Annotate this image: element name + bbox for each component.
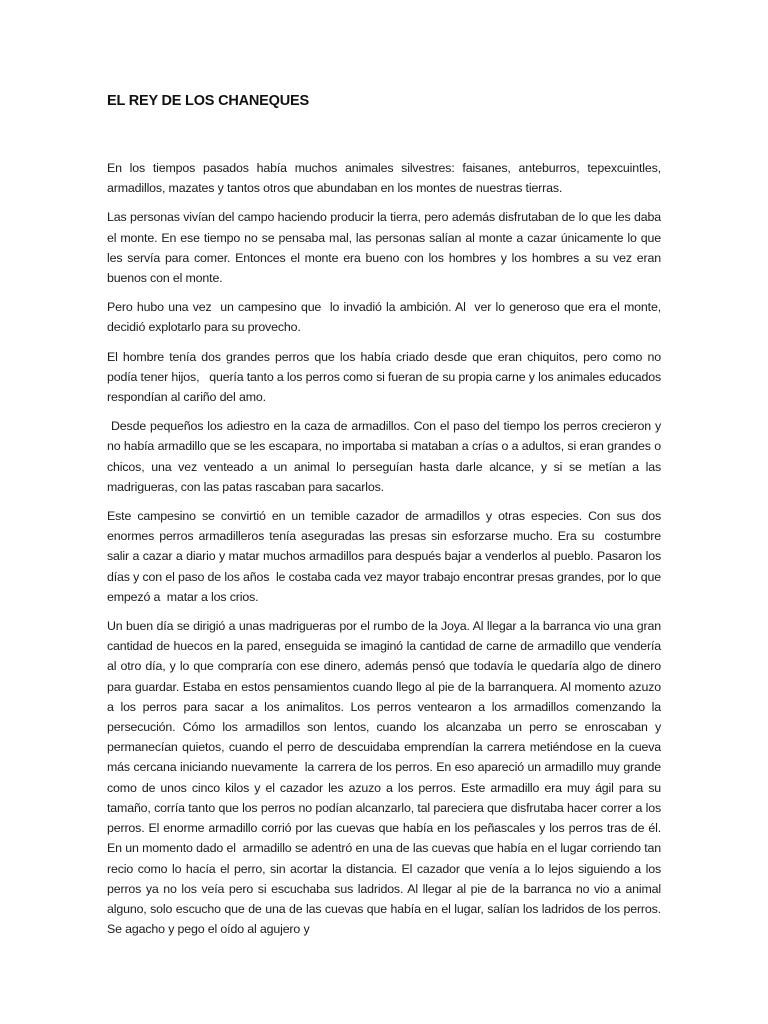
paragraph-4: El hombre tenía dos grandes perros que los había criado desde que eran chiquitos, pero como no podía tener hijos, quería tanto a los perros como si fueran de su propia carne y los animales educados respondían al cariño del amo. xyxy=(107,349,665,405)
paragraph-7: Un buen día se dirigió a unas madrigueras por el rumbo de la Joya. Al llegar a la barranca vio una gran cantidad de huecos en la pared, enseguida se imaginó la cantidad de carne de armadillo que vendería al otro día, y lo que compraría con ese dinero, además pensó que todavía le quedaría algo de dinero para guardar. Estaba en estos pensamientos cuando llego al pie de la barranquera. Al momento azuzo a los perros para sacar a los animalitos. Los perros ventearon a los armadillos comenzando la persecución. Cómo los armadillos son lentos, cuando los alcanzaba un perro se enroscaban y permanecían quietos, cuando el perro de descuidaba emprendían la carrera metiéndose en la cueva más cercana iniciando nuevamente la carrera de los perros. En eso apareció un armadillo muy grande como de unos cinco kilos y el cazador les azuzo a los perros. Este armadillo era muy ágil para su tamaño, corría tanto que los perros no podían alcanzarlo, tal pareciera que disfrutaba hacer correr a los perros. El enorme armadillo corrió por las cuevas que había en los peñascales y los perros tras de él. En un momento dado el armadillo se adentró en una de las cuevas que había en el lugar corriendo tan recio como lo hacía el perro, sin acortar la distancia. El cazador que venía a lo lejos siguiendo a los perros ya no los veía pero si escuchaba sus ladridos. Al llegar al pie de la barranca no vio a animal alguno, solo escucho que de una de las cuevas que había en el lugar, salían los ladridos de los perros. Se agacho y pego el oído al agujero y xyxy=(107,619,665,937)
paragraph-1: En los tiempos pasados había muchos animales silvestres: faisanes, anteburros, tepexcuintles, armadillos, mazates y tantos otros que abundaban en los montes de nuestras tierras. xyxy=(107,161,665,196)
document-title: EL REY DE LOS CHANEQUES xyxy=(107,93,309,109)
document-body xyxy=(107,158,665,948)
paragraph-3: Pero hubo una vez un campesino que lo invadió la ambición. Al ver lo generoso que era el monte, decidió explotarlo para su provecho. xyxy=(107,300,665,335)
paragraph-5: Desde pequeños los adiestro en la caza de armadillos. Con el paso del tiempo los perros crecieron y no había armadillo que se les escapara, no importaba si mataban a crías o a adultos, si eran grandes o chicos, una vez venteado a un animal lo perseguían hasta darle alcance, y si se metían a las madrigueras, con las patas rascaban para sacarlos. xyxy=(107,419,665,494)
paragraph-6: Este campesino se convirtió en un temible cazador de armadillos y otras especies. Con sus dos enormes perros armadilleros tenía aseguradas las presas sin esforzarse mucho. Era su costumbre salir a cazar a diario y matar muchos armadillos para después bajar a venderlos al pueblo. Pasaron los días y con el paso de los años le costaba cada vez mayor trabajo encontrar presas grandes, por lo que empezó a matar a los crios. xyxy=(107,509,665,604)
paragraph-2: Las personas vivían del campo haciendo producir la tierra, pero además disfrutaban de lo que les daba el monte. En ese tiempo no se pensaba mal, las personas salían al monte a cazar únicamente lo que les servía para comer. Entonces el monte era bueno con los hombres y los hombres a su vez eran buenos con el monte. xyxy=(107,210,665,286)
